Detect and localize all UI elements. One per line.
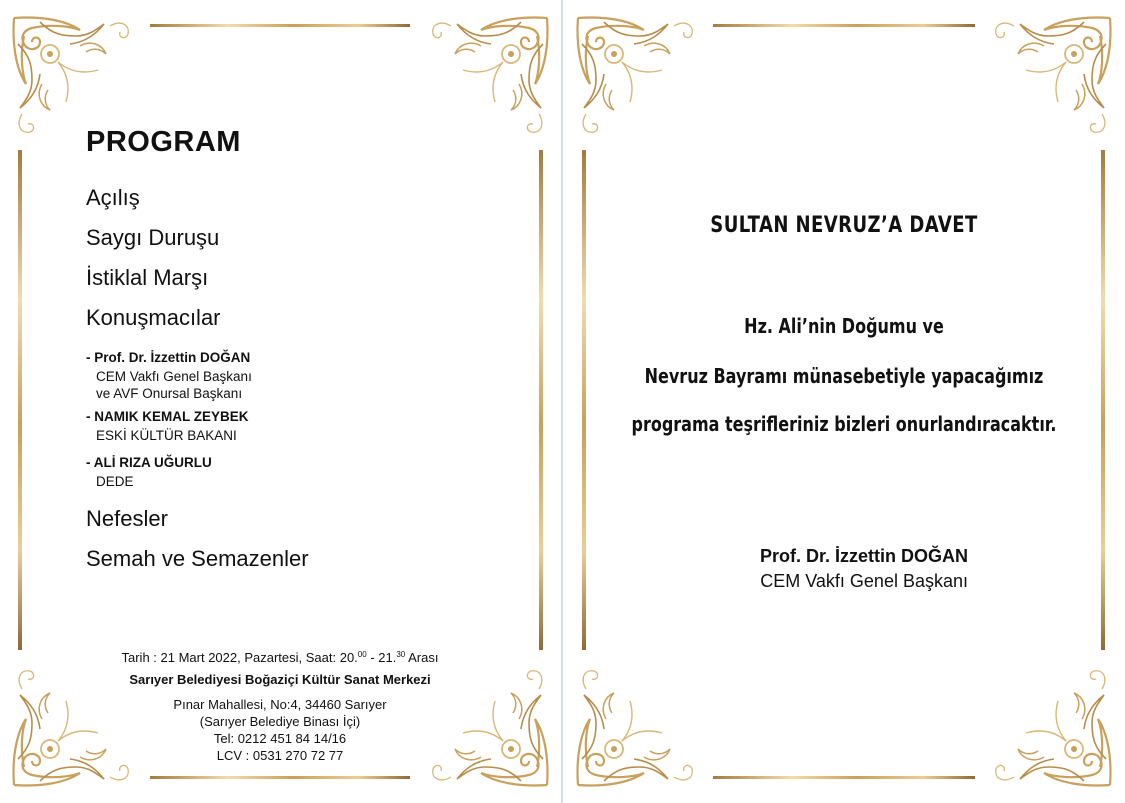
gold-ornamental-frame [563,0,1125,803]
program-item-speakers: Konuşmacılar [86,305,221,330]
invitation-line-2: Nevruz Bayramı münasebetiyle yapacağımız [644,364,1044,388]
program-page [0,0,561,803]
speaker-2-title: ESKİ KÜLTÜR BAKANI [96,428,237,443]
address-line-1: Pınar Mahallesi, No:4, 34460 Sarıyer [173,697,387,712]
phone-line: Tel: 0212 451 84 14/16 [213,731,347,746]
invitation-title: SULTAN NEVRUZ’A DAVET [710,213,978,238]
address-line-2: (Sarıyer Belediye Binası İçi) [199,714,361,729]
program-item-semah: Semah ve Semazenler [86,546,309,571]
program-item-nefesler: Nefesler [86,506,168,531]
speaker-2-name: - NAMIK KEMAL ZEYBEK [86,409,249,424]
program-item-moment-of-silence: Saygı Duruşu [86,225,220,250]
event-venue: Sarıyer Belediyesi Boğaziçi Kültür Sanat Merkezi [129,672,431,687]
speaker-1-name: - Prof. Dr. İzzettin DOĞAN [86,350,251,365]
speaker-1-title-line-2: ve AVF Onursal Başkanı [96,386,243,401]
speaker-1-title-line-1: CEM Vakfı Genel Başkanı [96,369,252,384]
program-item-national-anthem: İstiklal Marşı [86,265,209,290]
signer-title: CEM Vakfı Genel Başkanı [760,571,968,591]
speaker-3-title: DEDE [96,474,134,489]
speaker-3-name: - ALİ RIZA UĞURLU [86,455,212,470]
invitation-line-3: programa teşrifleriniz bizleri onurlandıracaktır. [631,412,1057,436]
signer-name: Prof. Dr. İzzettin DOĞAN [759,546,968,566]
invitation-line-1: Hz. Ali’nin Doğumu ve [744,314,944,338]
rsvp-line: LCV : 0531 270 72 77 [216,748,344,763]
program-heading: PROGRAM [86,126,241,158]
event-date-time: Tarih : 21 Mart 2022, Pazartesi, Saat: 20.00 - 21.30 Arası [121,650,439,665]
invitation-page [563,0,1125,803]
program-item-opening: Açılış [86,185,140,210]
